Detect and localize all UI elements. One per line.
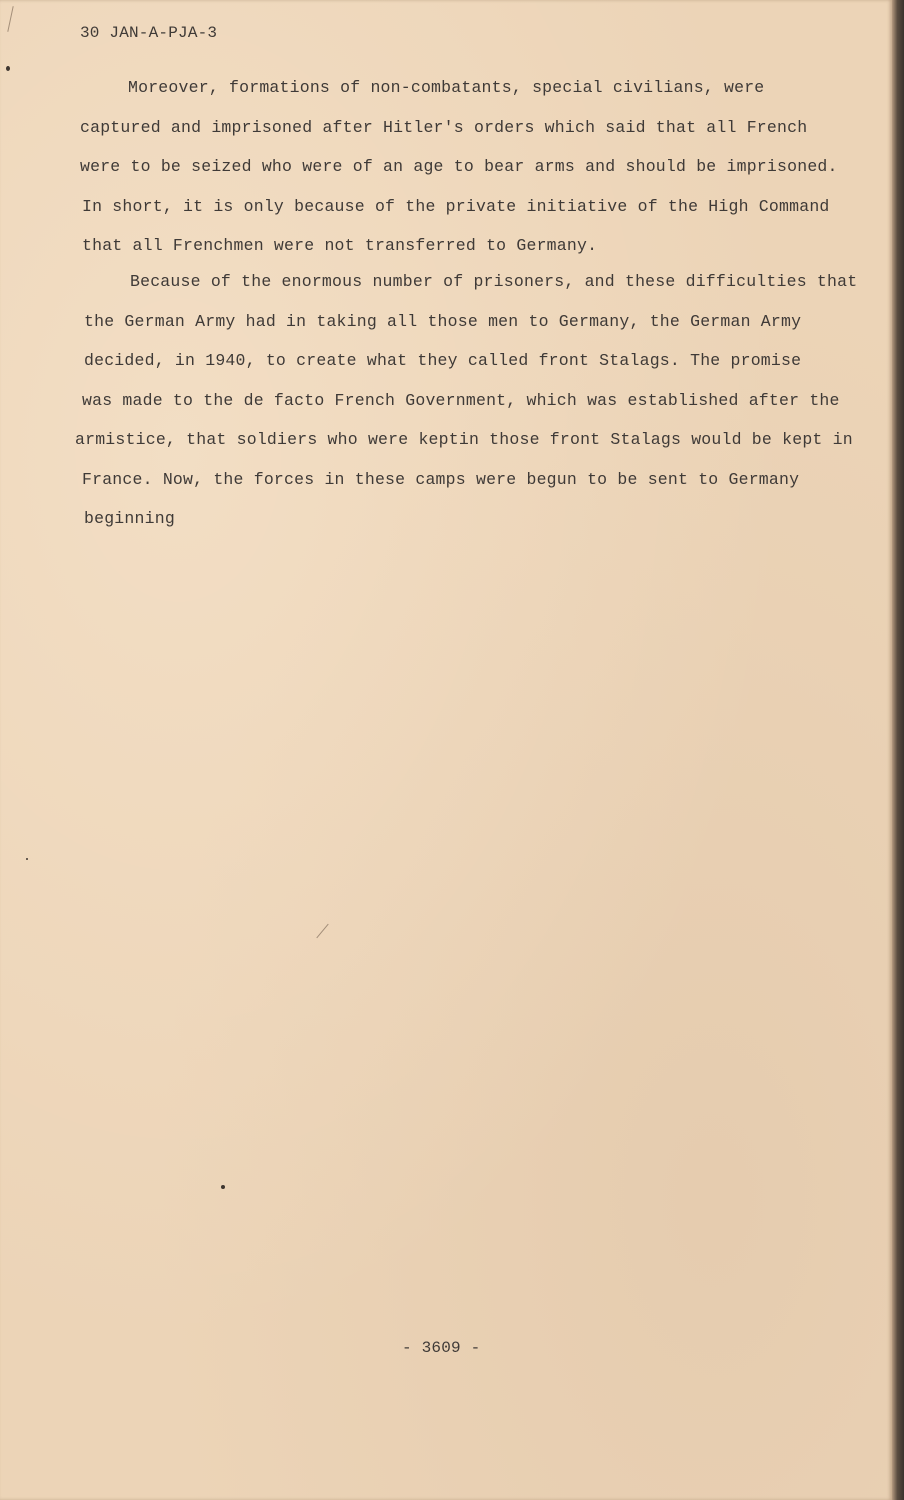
paragraph-2-line-7: beginning <box>84 509 175 528</box>
ink-speck <box>6 66 10 71</box>
paragraph-2-line-1: Because of the enormous number of prisoners, and these difficulties that <box>130 272 858 291</box>
page-number: - 3609 - <box>402 1339 481 1357</box>
paragraph-2-line-4: was made to the de facto French Government, which was established after the <box>82 390 840 410</box>
paragraph-1-line-3: were to be seized who were of an age to bear arms and should be imprisoned. <box>80 157 838 176</box>
paper-scratch <box>316 924 328 938</box>
ink-speck <box>221 1185 225 1189</box>
page-edge-shadow <box>892 0 904 1500</box>
paragraph-1-line-4: In short, it is only because of the private initiative of the High Command <box>82 196 830 216</box>
paragraph-2-line-3: decided, in 1940, to create what they called front Stalags. The promise <box>84 351 802 370</box>
paper-scratch <box>7 6 13 32</box>
paragraph-1-line-1: Moreover, formations of non-combatants, special civilians, were <box>128 78 765 97</box>
paragraph-1 <box>80 68 850 266</box>
paragraph-1-line-5: that all Frenchmen were not transferred to Germany. <box>82 236 598 255</box>
paragraph-2 <box>75 262 858 539</box>
paragraph-2-line-6: France. Now, the forces in these camps were begun to be sent to Germany <box>82 469 800 489</box>
paragraph-2-line-2: the German Army had in taking all those men to Germany, the German Army <box>84 311 802 331</box>
paragraph-2-line-5: armistice, that soldiers who were keptin those front Stalags would be kept in <box>75 430 853 449</box>
paragraph-1-line-2: captured and imprisoned after Hitler's orders which said that all French <box>80 117 808 137</box>
ink-speck <box>26 858 28 860</box>
document-reference: 30 JAN-A-PJA-3 <box>80 24 218 42</box>
